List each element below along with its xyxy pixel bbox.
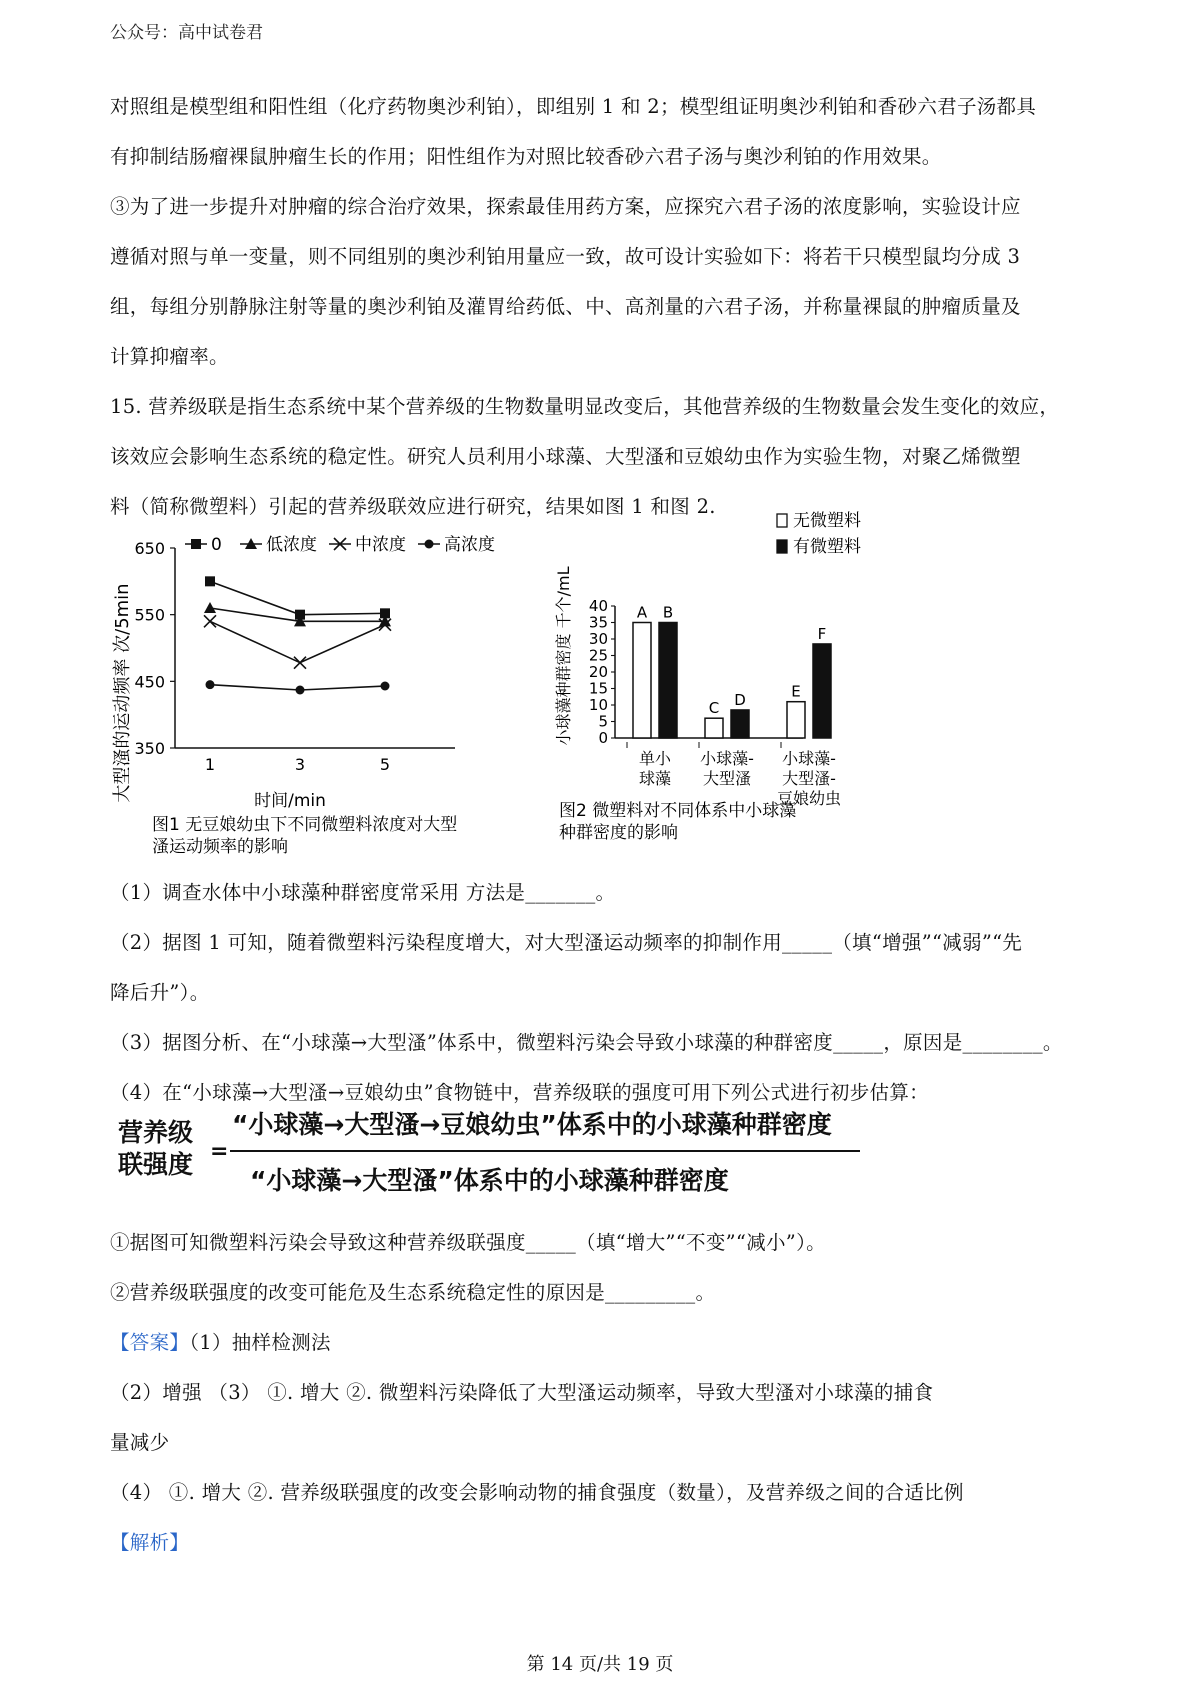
answer-line: （4） ①. 增大 ②. 营养级联强度的改变会影响动物的捕食强度（数量），及营养级之间的合适比例 <box>110 1481 964 1504</box>
bar <box>813 644 831 738</box>
figure-2-caption: 图2 微塑料对不同体系中小球藻 <box>559 801 797 821</box>
y-tick-label: 15 <box>588 679 608 698</box>
legend-swatch <box>777 514 787 527</box>
legend-label: 0 <box>211 535 222 555</box>
bar-label: B <box>662 603 674 622</box>
data-point <box>205 576 215 586</box>
answer-line: 量减少 <box>110 1431 170 1454</box>
category-label: 大型溞 <box>702 769 752 788</box>
formula-denominator: “小球藻→大型溞”体系中的小球藻种群密度 <box>250 1166 729 1195</box>
y-tick-label: 35 <box>588 613 608 632</box>
x-tick-label: 3 <box>294 755 306 774</box>
paragraph: 有抑制结肠瘤裸鼠肿瘤生长的作用；阳性组作为对照比较香砂六君子汤与奥沙利铂的作用效果。 <box>110 145 942 168</box>
y-axis-label: 大型溞的运动频率 次/5min <box>112 583 133 803</box>
bar-label: F <box>817 624 827 643</box>
category-label: 小球藻- <box>782 749 836 768</box>
page-footer: 第 14 页/共 19 页 <box>526 1654 674 1675</box>
fraction-bar <box>230 1150 860 1152</box>
y-tick-label: 20 <box>588 663 608 681</box>
paragraph: 组，每组分别静脉注射等量的奥沙利铂及灌胃给药低、中、高剂量的六君子汤，并称量裸鼠的肿瘤质量及 <box>110 295 1021 318</box>
answer-line: （2）增强 （3） ①. 增大 ②. 微塑料污染降低了大型溞运动频率，导致大型溞对小球藻的捕食 <box>110 1381 934 1404</box>
bar <box>705 718 723 738</box>
y-tick-label: 5 <box>598 712 608 731</box>
y-tick-label: 0 <box>598 729 608 747</box>
bar-label: C <box>708 699 720 718</box>
question-15-stem: 料（简称微塑料）引起的营养级联效应进行研究，结果如图 1 和图 2. <box>110 495 716 518</box>
subquestion: ①据图可知微塑料污染会导致这种营养级联强度_____（填“增大”“不变”“减小”）。 <box>110 1231 826 1254</box>
category-label: 大型溞- <box>782 769 836 788</box>
legend-label: 高浓度 <box>444 535 495 555</box>
y-tick-label: 40 <box>588 597 608 615</box>
legend-label: 低浓度 <box>266 535 317 555</box>
category-label: 小球藻- <box>700 749 754 768</box>
x-tick-label: 5 <box>379 755 391 774</box>
question-item: （4）在“小球藻→大型溞→豆娘幼虫”食物链中，营养级联的强度可用下列公式进行初步估算： <box>110 1081 929 1104</box>
paragraph: 遵循对照与单一变量，则不同组别的奥沙利铂用量应一致，故可设计实验如下：将若干只模型鼠均分成 3 <box>110 245 1021 268</box>
bar-label: D <box>734 690 746 709</box>
question-item: 降后升”）。 <box>110 981 210 1004</box>
data-point <box>294 657 306 669</box>
bar <box>633 623 651 739</box>
category-label: 单小 <box>638 749 672 768</box>
bar-label: E <box>791 682 801 701</box>
y-axis-label: 小球藻种群密度 千个/mL <box>554 566 573 746</box>
cascade-formula <box>110 1105 870 1197</box>
data-point <box>296 686 305 695</box>
category-label: 球藻 <box>638 769 672 788</box>
bar <box>787 702 805 738</box>
y-tick-label: 450 <box>134 672 165 692</box>
data-point <box>206 680 215 689</box>
answer-line <box>110 1318 1110 1368</box>
question-item: （3）据图分析、在“小球藻→大型溞”体系中，微塑料污染会导致小球藻的种群密度_____，原因是________。 <box>110 1031 1063 1054</box>
intro-text <box>110 82 1110 532</box>
y-tick-label: 650 <box>134 539 165 558</box>
y-tick-label: 10 <box>588 696 608 714</box>
legend-label: 有微塑料 <box>793 537 861 557</box>
data-point <box>204 602 216 613</box>
figure-1-caption: 图1 无豆娘幼虫下不同微塑料浓度对大型 <box>152 815 458 835</box>
subquestions-and-answer <box>110 1218 1110 1568</box>
subquestion: ②营养级联强度的改变可能危及生态系统稳定性的原因是_________。 <box>110 1281 716 1304</box>
x-axis-label: 时间/min <box>254 791 326 811</box>
data-point <box>204 615 216 627</box>
figure-1-line-chart <box>110 528 530 858</box>
question-15-stem: 该效应会影响生态系统的稳定性。研究人员利用小球藻、大型溞和豆娘幼虫作为实验生物，对聚乙烯微塑 <box>110 445 1021 468</box>
paragraph: 对照组是模型组和阳性组（化疗药物奥沙利铂），即组别 1 和 2；模型组证明奥沙利铂和香砂六君子汤都具 <box>110 95 1037 118</box>
legend-swatch <box>777 540 787 553</box>
y-tick-label: 550 <box>134 605 165 625</box>
bar <box>731 710 749 738</box>
legend-marker <box>425 540 434 549</box>
formula-lhs-line: 营养级 <box>118 1118 194 1147</box>
formula-equals: = <box>210 1139 229 1164</box>
legend-label: 中浓度 <box>355 535 406 555</box>
plot-area <box>175 548 455 748</box>
figure-1-caption: 溞运动频率的影响 <box>152 837 288 857</box>
bar <box>659 623 677 739</box>
figure-2-caption: 种群密度的影响 <box>559 823 678 843</box>
formula-lhs-line: 联强度 <box>118 1150 194 1179</box>
y-tick-label: 350 <box>134 739 165 758</box>
questions <box>110 868 1110 1118</box>
y-tick-label: 30 <box>588 630 608 648</box>
question-15-stem: 15. 营养级联是指生态系统中某个营养级的生物数量明显改变后，其他营养级的生物数量会发生变化的效应， <box>110 395 1060 418</box>
answer-text: （1）抽样检测法 <box>189 1331 331 1354</box>
analysis-tag: 【解析】 <box>110 1531 190 1554</box>
data-point <box>381 682 390 691</box>
y-tick-label: 25 <box>588 646 608 665</box>
page-header: 公众号：高中试卷君 <box>110 23 263 43</box>
formula-lhs <box>118 1117 193 1181</box>
answer-tag: 【答案】 <box>110 1331 190 1354</box>
legend-marker <box>191 539 201 549</box>
formula-numerator: “小球藻→大型溞→豆娘幼虫”体系中的小球藻种群密度 <box>232 1110 832 1139</box>
legend-label: 无微塑料 <box>793 511 861 531</box>
series-line <box>210 621 385 662</box>
figure-2-bar-chart <box>554 511 935 858</box>
paragraph: 计算抑瘤率。 <box>110 345 229 368</box>
paragraph: ③为了进一步提升对肿瘤的综合治疗效果，探索最佳用药方案，应探究六君子汤的浓度影响，实验设计应 <box>110 195 1021 218</box>
question-item: （2）据图 1 可知，随着微塑料污染程度增大，对大型溞运动频率的抑制作用_____（填“增强”“减弱”“先 <box>110 931 1023 954</box>
category-label: 豆娘幼虫 <box>776 789 842 808</box>
bar-label: A <box>636 603 648 622</box>
x-tick-label: 1 <box>204 755 216 774</box>
question-item: （1）调查水体中小球藻种群密度常采用 方法是_______。 <box>110 881 616 904</box>
